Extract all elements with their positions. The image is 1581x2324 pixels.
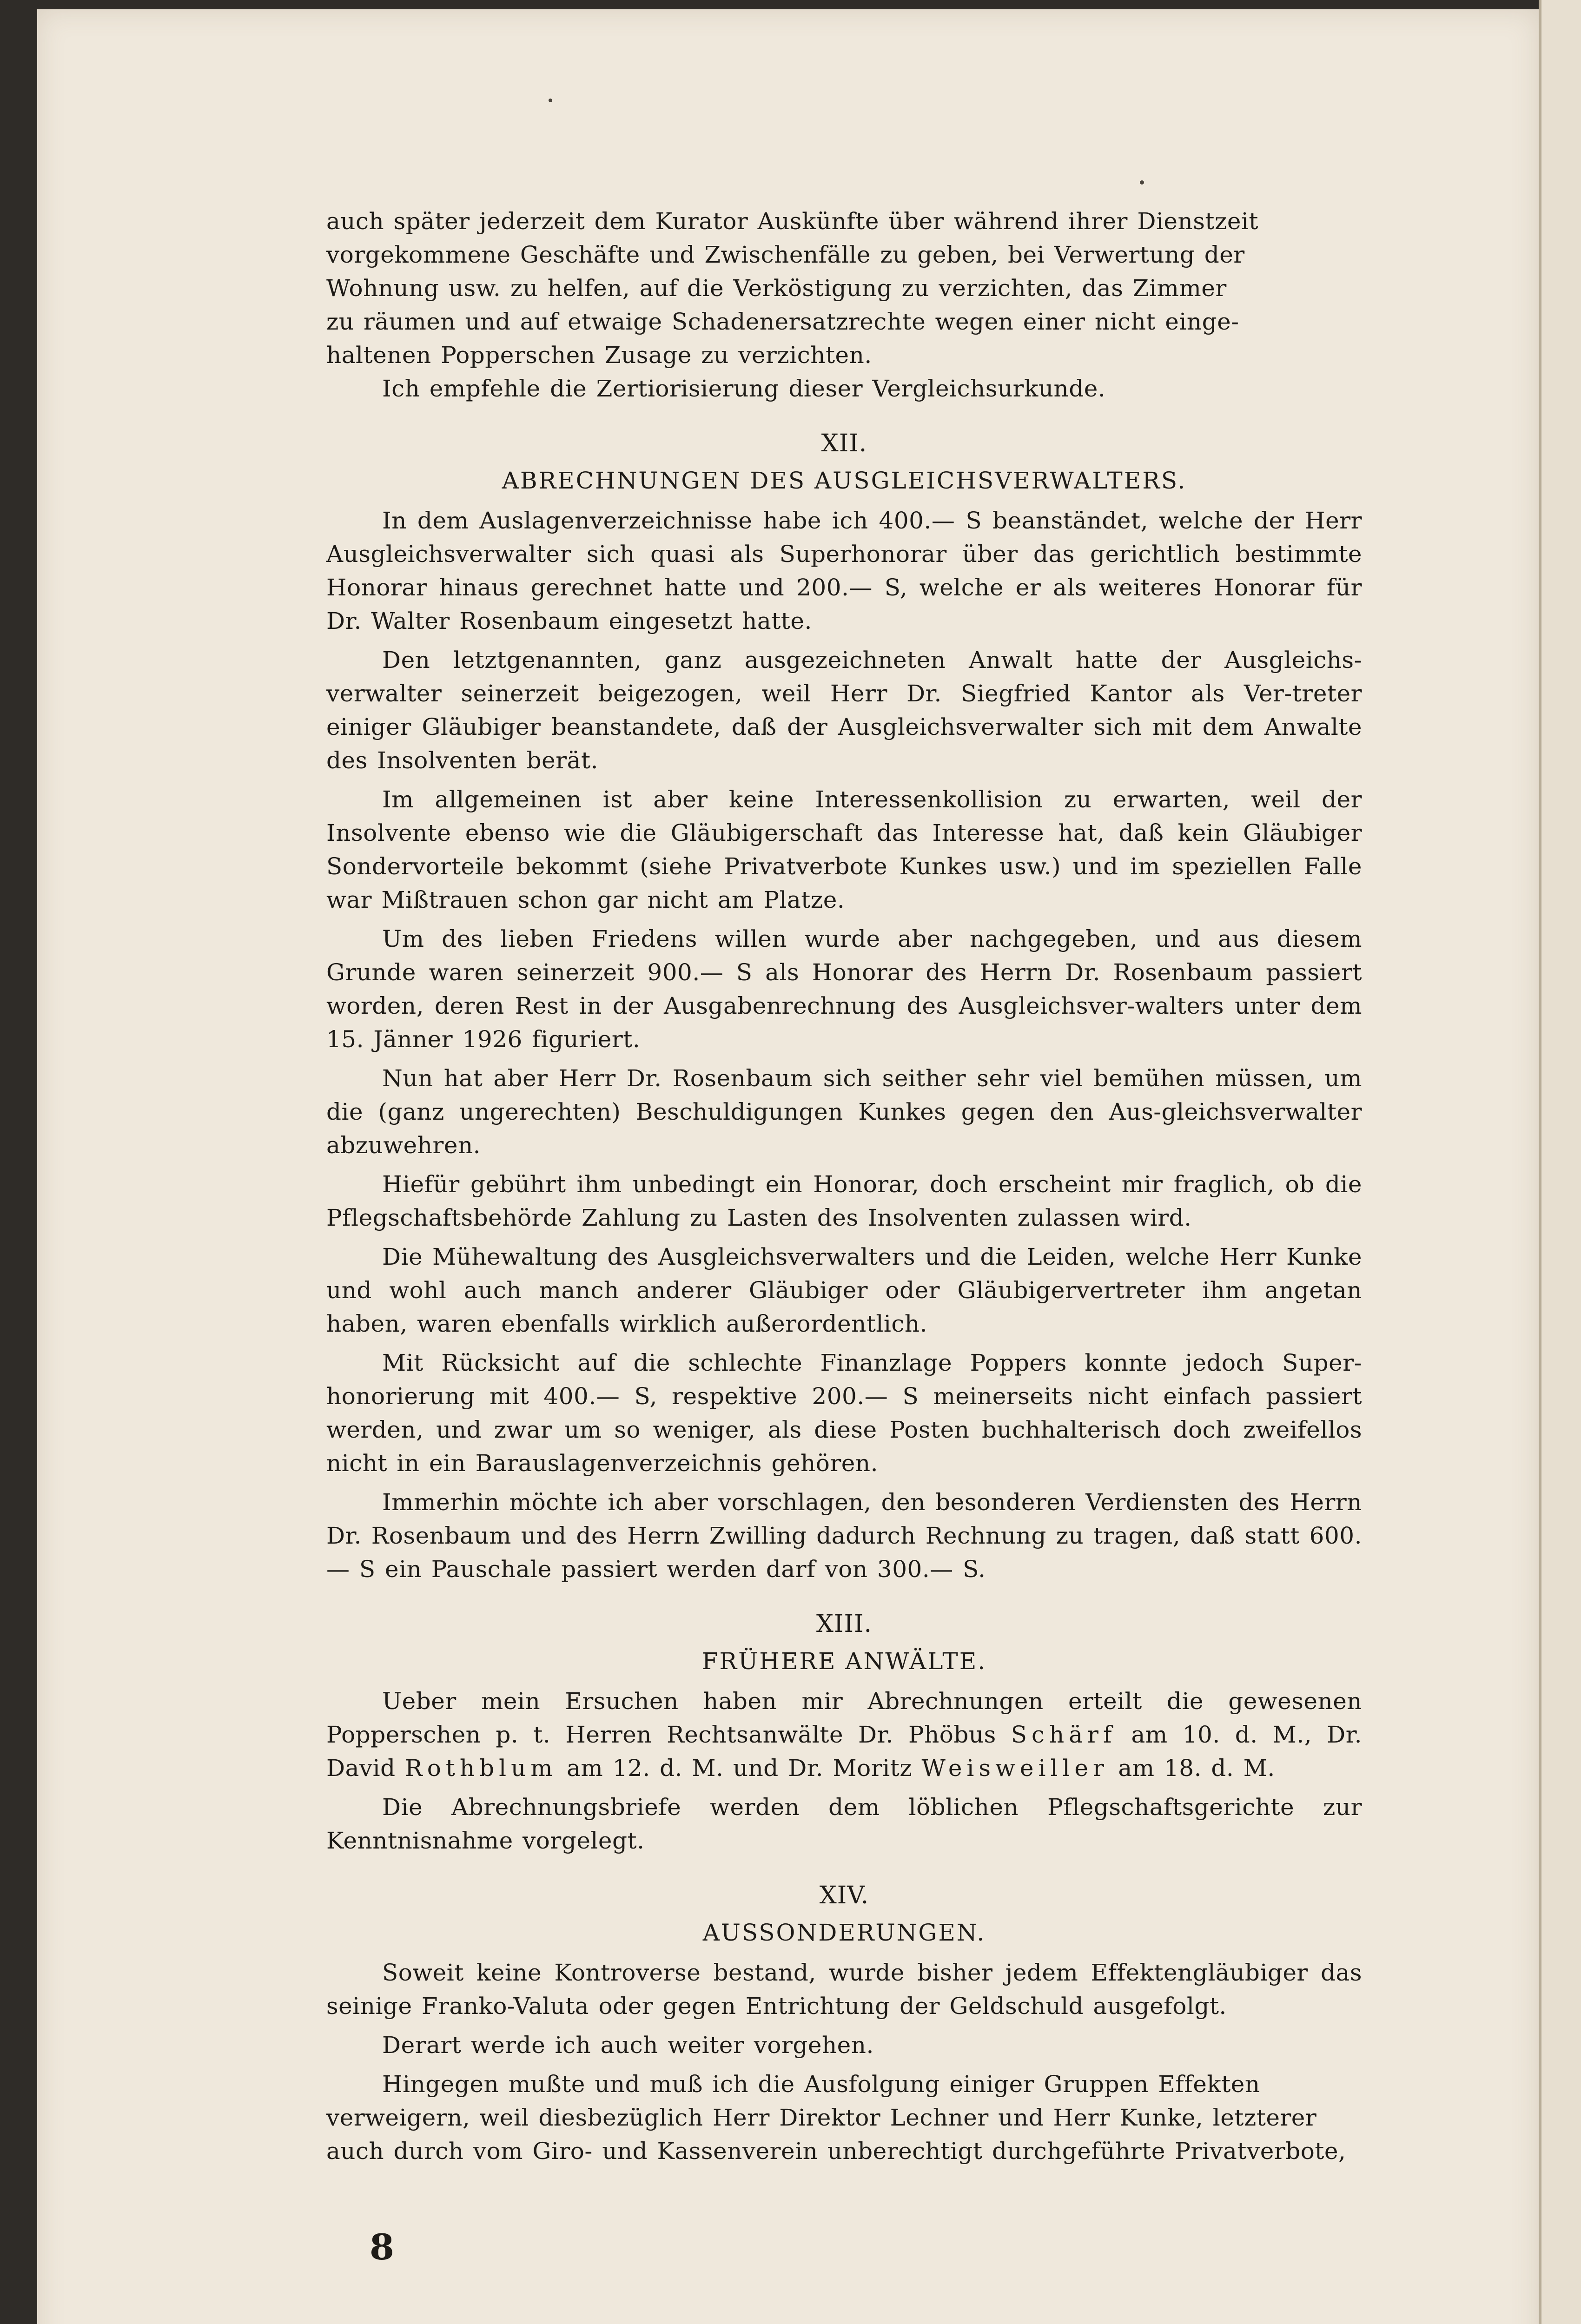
paragraph: Die Abrechnungsbriefe werden dem löblichen Pflegschaftsgerichte zur Kenntnisnahme vorgelegt.: [326, 1794, 1362, 1854]
paragraph: Ich empfehle die Zertiorisierung dieser Vergleichsurkunde.: [382, 375, 1106, 402]
document-body: [326, 205, 1362, 2173]
text-line: zu räumen und auf etwaige Schadenersatzrechte wegen einer nicht einge-: [326, 308, 1239, 335]
paragraph: Immerhin möchte ich aber vorschlagen, den besonderen Verdiensten des Herrn Dr. Rosenbaum und des Herrn Zwilling dadurch Rechnung zu tragen, daß statt 600.— S ein Pauschale passiert werden darf von 300.— S.: [326, 1489, 1362, 1583]
text-line: vorgekommene Geschäfte und Zwischenfälle zu geben, bei Verwertung der: [326, 241, 1245, 268]
section-heading: AUSSONDERUNGEN.: [702, 1919, 986, 1946]
paragraph: Hiefür gebührt ihm unbedingt ein Honorar, doch erscheint mir fraglich, ob die Pflegschaftsbehörde Zahlung zu Lasten des Insolventen zulassen wird.: [326, 1171, 1362, 1231]
paragraph: In dem Auslagenverzeichnisse habe ich 400.— S beanständet, welche der Herr Ausgleichsverwalter sich quasi als Superhonorar über das gerichtlich bestimmte Honorar hinaus gerechnet hatte und 200.— S, welche er als weiteres Honorar für Dr. Walter Rosenbaum eingesetzt hatte.: [326, 507, 1362, 634]
paragraph: [326, 1684, 1362, 1785]
top-paragraph: [326, 205, 1362, 405]
paper-speck: [549, 99, 552, 102]
paper-speck: [1140, 180, 1144, 185]
lawyer-name: Weisweiller: [921, 1755, 1109, 1782]
paragraph: Nun hat aber Herr Dr. Rosenbaum sich seither sehr viel bemühen müssen, um die (ganz ungerechten) Beschuldigungen Kunkes gegen den Aus-gleichsverwalter abzuwehren.: [326, 1065, 1362, 1159]
paragraph: Mit Rücksicht auf die schlechte Finanzlage Poppers konnte jedoch Super-honorierung mit 400.— S, respektive 200.— S meinerseits nicht einfach passiert werden, und zwar um so weniger, als diese Posten buchhalterisch doch zweifellos nicht in ein Barauslagenverzeichnis gehören.: [326, 1349, 1362, 1477]
page-number: 8: [370, 2226, 394, 2268]
lawyer-name: Schärf: [1011, 1721, 1117, 1748]
text-line: auch später jederzeit dem Kurator Auskünfte über während ihrer Dienstzeit: [326, 208, 1258, 235]
paragraph: Die Mühewaltung des Ausgleichsverwalters und die Leiden, welche Herr Kunke und wohl auch manch anderer Gläubiger oder Gläubigervertreter ihm angetan haben, waren ebenfalls wirklich außerordentlich.: [326, 1243, 1362, 1337]
text-run: am 10. d. M., Dr. David: [326, 1721, 1362, 1782]
section-number: XIII.: [816, 1610, 873, 1638]
paragraph: Den letztgenannten, ganz ausgezeichneten Anwalt hatte der Ausgleichs-verwalter seinerzeit beigezogen, weil Herr Dr. Siegfried Kantor als Ver-treter einiger Gläubiger beanstandete, daß der Ausgleichsverwalter sich mit dem Anwalte des Insolventen berät.: [326, 647, 1362, 774]
section-heading: ABRECHNUNGEN DES AUSGLEICHSVERWALTERS.: [502, 467, 1187, 494]
paragraph: Im allgemeinen ist aber keine Interessenkollision zu erwarten, weil der Insolvente ebenso wie die Gläubigerschaft das Interesse hat, daß kein Gläubiger Sondervorteile bekommt (siehe Privatverbote Kunkes usw.) und im speziellen Falle war Mißtrauen schon gar nicht am Platze.: [326, 786, 1362, 913]
text-line: haltenen Popperschen Zusage zu verzichten.: [326, 342, 872, 369]
section-heading: FRÜHERE ANWÄLTE.: [701, 1648, 987, 1675]
text-run: Ueber mein Ersuchen haben mir Abrechnungen erteilt die gewesenen Popperschen p. t. Herren Rechtsanwälte Dr. Phöbus: [326, 1688, 1362, 1748]
paragraph: Derart werde ich auch weiter vorgehen.: [382, 2032, 874, 2059]
paragraph: Um des lieben Friedens willen wurde aber nachgegeben, und aus diesem Grunde waren seinerzeit 900.— S als Honorar des Herrn Dr. Rosenbaum passiert worden, deren Rest in der Ausgabenrechnung des Ausgleichsver-walters unter dem 15. Jänner 1926 figuriert.: [326, 925, 1362, 1053]
paragraph: Soweit keine Kontroverse bestand, wurde bisher jedem Effektengläubiger das seinige Franko-Valuta oder gegen Entrichtung der Geldschuld ausgefolgt.: [326, 1959, 1362, 2020]
section-number: XIV.: [819, 1882, 869, 1909]
text-line: Wohnung usw. zu helfen, auf die Verköstigung zu verzichten, das Zimmer: [326, 275, 1227, 302]
paragraph: Hingegen mußte und muß ich die Ausfolgung einiger Gruppen Effekten verweigern, weil diesbezüglich Herr Direktor Lechner und Herr Kunke, letzterer auch durch vom Giro- und Kassenverein unberechtigt durchgeführte Privatverbote,: [326, 2071, 1346, 2165]
text-run: am 12. d. M. und Dr. Moritz: [557, 1755, 922, 1782]
lawyer-name: Rothblum: [405, 1755, 557, 1782]
next-page-edge: [1539, 0, 1581, 2324]
section-number: XII.: [821, 429, 867, 457]
text-run: am 18. d. M.: [1108, 1755, 1275, 1782]
